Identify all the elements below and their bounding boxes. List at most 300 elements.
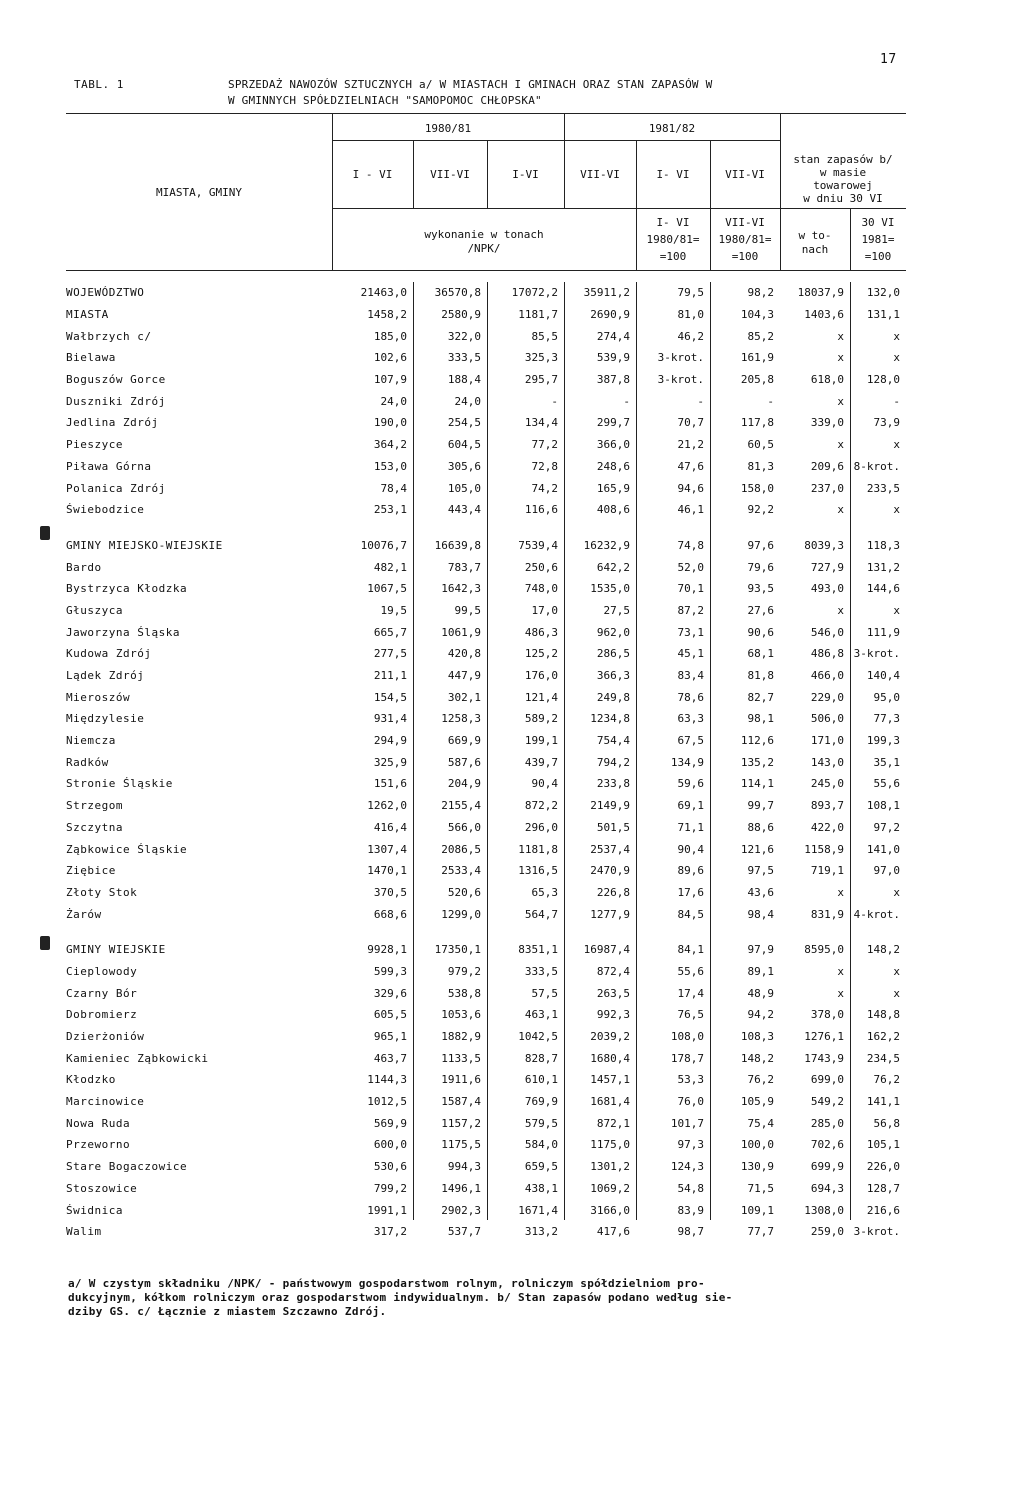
value-cell: 130,9 — [740, 1160, 774, 1174]
value-cell: 2580,9 — [441, 308, 481, 322]
value-cell: 1061,9 — [441, 625, 481, 639]
value-cell: 965,1 — [373, 1030, 407, 1044]
value-cell: 95,0 — [873, 690, 900, 704]
value-cell: 370,5 — [373, 885, 407, 899]
value-cell: 92,2 — [747, 503, 774, 517]
value-cell: 78,4 — [380, 481, 407, 495]
value-cell: 81,8 — [747, 669, 774, 683]
value-cell: 162,2 — [866, 1030, 900, 1044]
value-cell: 501,5 — [596, 820, 630, 834]
value-cell: 466,0 — [810, 669, 844, 683]
value-cell: x — [893, 885, 900, 899]
value-cell: 99,7 — [747, 799, 774, 813]
period-rule — [332, 208, 906, 209]
row-name: Świdnica — [66, 1203, 123, 1217]
value-cell: 140,4 — [866, 669, 900, 683]
table-row — [66, 1026, 906, 1048]
value-cell: - — [893, 394, 900, 408]
value-cell: 2902,3 — [441, 1203, 481, 1217]
year1-header: 1980/81 — [424, 122, 472, 135]
value-cell: 748,0 — [524, 582, 558, 596]
value-cell: 1642,3 — [441, 582, 481, 596]
value-cell: 2537,4 — [590, 842, 630, 856]
value-cell: 54,8 — [677, 1181, 704, 1195]
value-cell: 589,2 — [524, 712, 558, 726]
value-cell: 76,0 — [677, 1095, 704, 1109]
value-cell: 416,4 — [373, 820, 407, 834]
value-cell: 274,4 — [596, 329, 630, 343]
period-header-d: VII-VI — [580, 168, 620, 181]
row-name: Bardo — [66, 560, 102, 574]
value-cell: - — [623, 394, 630, 408]
value-cell: 89,1 — [747, 964, 774, 978]
row-name: Wałbrzych c/ — [66, 329, 152, 343]
value-cell: 3-krot. — [853, 647, 900, 661]
row-name: Kudowa Zdrój — [66, 647, 152, 661]
table-row — [66, 477, 906, 499]
value-cell: 1458,2 — [367, 308, 407, 322]
row-name: Czarny Bór — [66, 986, 138, 1000]
value-cell: 1262,0 — [367, 799, 407, 813]
value-cell: 1277,9 — [590, 907, 630, 921]
value-cell: 88,6 — [747, 820, 774, 834]
value-cell: 604,5 — [447, 438, 481, 452]
value-cell: 108,3 — [740, 1030, 774, 1044]
row-name: Pieszyce — [66, 438, 123, 452]
row-name: Walim — [66, 1225, 102, 1239]
index1-header-line2: 1980/81= — [646, 233, 700, 246]
value-cell: 408,6 — [596, 503, 630, 517]
value-cell: 447,9 — [447, 669, 481, 683]
value-cell: 1157,2 — [441, 1116, 481, 1130]
value-cell: x — [893, 438, 900, 452]
value-cell: 108,0 — [670, 1030, 704, 1044]
value-cell: 98,4 — [747, 907, 774, 921]
value-cell: 659,5 — [524, 1160, 558, 1174]
value-cell: 783,7 — [447, 560, 481, 574]
row-name: Międzylesie — [66, 712, 145, 726]
value-cell: 79,5 — [677, 286, 704, 300]
stock-header-line3: towarowej — [813, 179, 873, 192]
value-cell: 486,3 — [524, 625, 558, 639]
index3-header-line3: =100 — [864, 250, 892, 263]
value-cell: 893,7 — [810, 799, 844, 813]
table-row — [66, 1221, 906, 1243]
value-cell: - — [767, 394, 774, 408]
value-cell: 366,3 — [596, 669, 630, 683]
value-cell: x — [837, 329, 844, 343]
row-name: Lądek Zdrój — [66, 669, 145, 683]
footnote-line3: dziby GS. c/ Łącznie z miastem Szczawno Zdrój. — [68, 1305, 387, 1318]
value-cell: 154,5 — [373, 690, 407, 704]
value-cell: 79,6 — [747, 560, 774, 574]
value-cell: 642,2 — [596, 560, 630, 574]
value-cell: 2533,4 — [441, 864, 481, 878]
value-cell: x — [837, 438, 844, 452]
row-name: GMINY MIEJSKO-WIEJSKIE — [66, 538, 223, 552]
stock-header-line2: w masie — [819, 166, 867, 179]
value-cell: 3-krot. — [853, 1225, 900, 1239]
value-cell: 60,5 — [747, 438, 774, 452]
index2-header-line1: VII-VI — [725, 216, 765, 229]
row-name: Ząbkowice Śląskie — [66, 842, 188, 856]
value-cell: 1911,6 — [441, 1073, 481, 1087]
value-cell: 566,0 — [447, 820, 481, 834]
value-cell: 74,8 — [677, 538, 704, 552]
value-cell: 89,6 — [677, 864, 704, 878]
value-cell: 35,1 — [873, 755, 900, 769]
value-cell: 104,3 — [740, 308, 774, 322]
value-cell: 1053,6 — [441, 1008, 481, 1022]
table-row — [66, 1134, 906, 1156]
value-cell: 831,9 — [810, 907, 844, 921]
row-name: Złoty Stok — [66, 885, 138, 899]
value-cell: 18037,9 — [797, 286, 844, 300]
value-cell: 1496,1 — [441, 1181, 481, 1195]
value-cell: 209,6 — [810, 459, 844, 473]
value-cell: 1175,5 — [441, 1138, 481, 1152]
table-row — [66, 751, 906, 773]
value-cell: 10076,7 — [360, 538, 407, 552]
value-cell: 188,4 — [447, 373, 481, 387]
value-cell: 27,6 — [747, 603, 774, 617]
value-cell: 605,5 — [373, 1008, 407, 1022]
value-cell: 46,1 — [677, 503, 704, 517]
value-cell: 364,2 — [373, 438, 407, 452]
value-cell: 2690,9 — [590, 308, 630, 322]
value-cell: 76,5 — [677, 1008, 704, 1022]
value-cell: 994,3 — [447, 1160, 481, 1174]
value-cell: 55,6 — [873, 777, 900, 791]
value-cell: 1158,9 — [804, 842, 844, 856]
value-cell: 75,4 — [747, 1116, 774, 1130]
value-cell: 610,1 — [524, 1073, 558, 1087]
value-cell: 8595,0 — [804, 943, 844, 957]
value-cell: 90,4 — [677, 842, 704, 856]
row-name: Dobromierz — [66, 1008, 138, 1022]
value-cell: 420,8 — [447, 647, 481, 661]
value-cell: 799,2 — [373, 1181, 407, 1195]
value-cell: 78,6 — [677, 690, 704, 704]
value-cell: 1680,4 — [590, 1051, 630, 1065]
row-name: Świebodzice — [66, 503, 145, 517]
value-cell: 59,6 — [677, 777, 704, 791]
value-cell: 143,0 — [810, 755, 844, 769]
value-cell: 216,6 — [866, 1203, 900, 1217]
value-cell: 21463,0 — [360, 286, 407, 300]
value-cell: 105,1 — [866, 1138, 900, 1152]
value-cell: 100,0 — [740, 1138, 774, 1152]
value-cell: 17350,1 — [434, 943, 481, 957]
table-row — [66, 1178, 906, 1200]
value-cell: 322,0 — [447, 329, 481, 343]
index2-header-line2: 1980/81= — [718, 233, 772, 246]
row-name: Stoszowice — [66, 1181, 138, 1195]
value-cell: 116,6 — [524, 503, 558, 517]
value-cell: 87,2 — [677, 603, 704, 617]
value-cell: 135,2 — [740, 755, 774, 769]
value-cell: 520,6 — [447, 885, 481, 899]
value-cell: 1308,0 — [804, 1203, 844, 1217]
table-row — [66, 556, 906, 578]
value-cell: 1743,9 — [804, 1051, 844, 1065]
row-name: Jaworzyna Śląska — [66, 625, 180, 639]
value-cell: 204,9 — [447, 777, 481, 791]
table-title-line2: W GMINNYCH SPÓŁDZIELNIACH "SAMOPOMOC CHŁOPSKA" — [228, 94, 542, 107]
value-cell: 124,3 — [670, 1160, 704, 1174]
value-cell: 84,5 — [677, 907, 704, 921]
value-cell: 125,2 — [524, 647, 558, 661]
value-cell: 295,7 — [524, 373, 558, 387]
value-cell: 694,3 — [810, 1181, 844, 1195]
value-cell: 111,9 — [866, 625, 900, 639]
value-cell: 313,2 — [524, 1225, 558, 1239]
table-row — [66, 665, 906, 687]
value-cell: 2039,2 — [590, 1030, 630, 1044]
index3-header-line1: 30 VI — [861, 216, 895, 229]
value-cell: 422,0 — [810, 820, 844, 834]
value-cell: 83,9 — [677, 1203, 704, 1217]
table-row — [66, 1004, 906, 1026]
value-cell: 599,3 — [373, 964, 407, 978]
value-cell: 1307,4 — [367, 842, 407, 856]
value-cell: 979,2 — [447, 964, 481, 978]
row-name: Polanica Zdrój — [66, 481, 166, 495]
value-cell: - — [697, 394, 704, 408]
value-cell: 286,5 — [596, 647, 630, 661]
value-cell: 4-krot. — [853, 907, 900, 921]
value-cell: 43,6 — [747, 885, 774, 899]
value-cell: 121,6 — [740, 842, 774, 856]
value-cell: 81,0 — [677, 308, 704, 322]
row-name: Radków — [66, 755, 109, 769]
value-cell: 1012,5 — [367, 1095, 407, 1109]
value-cell: 719,1 — [810, 864, 844, 878]
row-name: Niemcza — [66, 734, 116, 748]
value-cell: 931,4 — [373, 712, 407, 726]
value-cell: 72,8 — [531, 459, 558, 473]
value-cell: 97,9 — [747, 943, 774, 957]
value-cell: 85,5 — [531, 329, 558, 343]
table-label: TABL. 1 — [74, 78, 124, 91]
value-cell: 102,6 — [373, 351, 407, 365]
value-cell: 16232,9 — [583, 538, 630, 552]
value-cell: 962,0 — [596, 625, 630, 639]
value-cell: 109,1 — [740, 1203, 774, 1217]
table-row — [66, 1112, 906, 1134]
value-cell: x — [893, 503, 900, 517]
value-cell: 161,9 — [740, 351, 774, 365]
index1-header-line3: =100 — [659, 250, 687, 263]
value-cell: 132,0 — [866, 286, 900, 300]
value-cell: x — [893, 329, 900, 343]
value-cell: 245,0 — [810, 777, 844, 791]
value-cell: 8039,3 — [804, 538, 844, 552]
index2-header-line3: =100 — [731, 250, 759, 263]
value-cell: 69,1 — [677, 799, 704, 813]
value-cell: 131,2 — [866, 560, 900, 574]
value-cell: 226,0 — [866, 1160, 900, 1174]
value-cell: 1181,8 — [518, 842, 558, 856]
value-cell: x — [837, 885, 844, 899]
footnote-line1: a/ W czystym składniku /NPK/ - państwowym gospodarstwom rolnym, rolniczym spółdzielniom pro- — [68, 1277, 705, 1290]
section-spacer — [66, 521, 906, 535]
value-cell: 17,0 — [531, 603, 558, 617]
value-cell: 333,5 — [524, 964, 558, 978]
value-cell: 55,6 — [677, 964, 704, 978]
value-cell: 105,0 — [447, 481, 481, 495]
value-cell: 378,0 — [810, 1008, 844, 1022]
value-cell: 97,3 — [677, 1138, 704, 1152]
fertilizer-sales-table — [66, 282, 906, 1243]
value-cell: 8-krot. — [853, 459, 900, 473]
value-cell: 1316,5 — [518, 864, 558, 878]
value-cell: 112,6 — [740, 734, 774, 748]
value-cell: 569,9 — [373, 1116, 407, 1130]
value-cell: 317,2 — [373, 1225, 407, 1239]
row-name: Szczytna — [66, 820, 123, 834]
table-title-line1: SPRZEDAŻ NAWOZÓW SZTUCZNYCH a/ W MIASTACH I GMINACH ORAZ STAN ZAPASÓW W — [228, 78, 713, 91]
value-cell: 549,2 — [810, 1095, 844, 1109]
value-cell: 2470,9 — [590, 864, 630, 878]
value-cell: 2149,9 — [590, 799, 630, 813]
value-cell: 1991,1 — [367, 1203, 407, 1217]
value-cell: 83,4 — [677, 669, 704, 683]
value-cell: 77,7 — [747, 1225, 774, 1239]
row-name: Boguszów Gorce — [66, 373, 166, 387]
value-cell: 828,7 — [524, 1051, 558, 1065]
value-cell: 148,2 — [866, 943, 900, 957]
row-name: Przeworno — [66, 1138, 131, 1152]
value-cell: 325,3 — [524, 351, 558, 365]
row-name: Stronie Śląskie — [66, 777, 173, 791]
row-name: Duszniki Zdrój — [66, 394, 166, 408]
value-cell: 144,6 — [866, 582, 900, 596]
value-cell: 67,5 — [677, 734, 704, 748]
value-cell: 77,3 — [873, 712, 900, 726]
execution-header-line1: wykonanie w tonach — [424, 228, 544, 241]
value-cell: 1276,1 — [804, 1030, 844, 1044]
value-cell: 302,1 — [447, 690, 481, 704]
value-cell: 333,5 — [447, 351, 481, 365]
value-cell: 97,2 — [873, 820, 900, 834]
value-cell: 387,8 — [596, 373, 630, 387]
value-cell: 151,6 — [373, 777, 407, 791]
row-name: Głuszyca — [66, 603, 123, 617]
value-cell: x — [837, 964, 844, 978]
value-cell: x — [837, 503, 844, 517]
value-cell: 699,9 — [810, 1160, 844, 1174]
value-cell: 3-krot. — [657, 351, 704, 365]
value-cell: 1457,1 — [590, 1073, 630, 1087]
value-cell: 52,0 — [677, 560, 704, 574]
value-cell: 296,0 — [524, 820, 558, 834]
value-cell: 482,1 — [373, 560, 407, 574]
value-cell: 93,5 — [747, 582, 774, 596]
row-name: Stare Bogaczowice — [66, 1160, 188, 1174]
value-cell: 794,2 — [596, 755, 630, 769]
value-cell: 171,0 — [810, 734, 844, 748]
value-cell: 24,0 — [454, 394, 481, 408]
row-name: Marcinowice — [66, 1095, 145, 1109]
value-cell: 141,0 — [866, 842, 900, 856]
value-cell: 669,9 — [447, 734, 481, 748]
value-cell: 94,2 — [747, 1008, 774, 1022]
value-cell: 176,0 — [524, 669, 558, 683]
execution-header-line2: /NPK/ — [467, 242, 501, 255]
table-row — [66, 1069, 906, 1091]
row-name: Strzegom — [66, 799, 123, 813]
value-cell: 47,6 — [677, 459, 704, 473]
stock-header-line1: stan zapasów b/ — [793, 153, 893, 166]
value-cell: 1671,4 — [518, 1203, 558, 1217]
value-cell: 76,2 — [747, 1073, 774, 1087]
value-cell: - — [551, 394, 558, 408]
value-cell: 105,9 — [740, 1095, 774, 1109]
value-cell: x — [837, 986, 844, 1000]
value-cell: 1234,8 — [590, 712, 630, 726]
value-cell: 97,0 — [873, 864, 900, 878]
table-row — [66, 1047, 906, 1069]
row-name: Żarów — [66, 907, 102, 921]
value-cell: 229,0 — [810, 690, 844, 704]
value-cell: 506,0 — [810, 712, 844, 726]
value-cell: 234,5 — [866, 1051, 900, 1065]
value-cell: 190,0 — [373, 416, 407, 430]
value-cell: 19,5 — [380, 603, 407, 617]
value-cell: 1181,7 — [518, 308, 558, 322]
value-cell: 872,4 — [596, 964, 630, 978]
value-cell: 65,3 — [531, 885, 558, 899]
value-cell: 76,2 — [873, 1073, 900, 1087]
value-cell: x — [893, 964, 900, 978]
value-cell: 128,7 — [866, 1181, 900, 1195]
value-cell: 438,1 — [524, 1181, 558, 1195]
table-row — [66, 860, 906, 882]
table-row — [66, 795, 906, 817]
value-cell: 27,5 — [603, 603, 630, 617]
value-cell: 134,9 — [670, 755, 704, 769]
value-cell: 101,7 — [670, 1116, 704, 1130]
value-cell: 68,1 — [747, 647, 774, 661]
value-cell: 443,4 — [447, 503, 481, 517]
value-cell: 254,5 — [447, 416, 481, 430]
table-row — [66, 1156, 906, 1178]
value-cell: 305,6 — [447, 459, 481, 473]
table-row — [66, 817, 906, 839]
value-cell: 98,2 — [747, 286, 774, 300]
value-cell: 48,9 — [747, 986, 774, 1000]
table-row — [66, 882, 906, 904]
value-cell: 82,7 — [747, 690, 774, 704]
value-cell: 339,0 — [810, 416, 844, 430]
page-number: 17 — [880, 52, 897, 67]
value-cell: 249,8 — [596, 690, 630, 704]
row-name: Ziębice — [66, 864, 116, 878]
value-cell: 1403,6 — [804, 308, 844, 322]
value-cell: 17072,2 — [511, 286, 558, 300]
table-row — [66, 903, 906, 925]
value-cell: 417,6 — [596, 1225, 630, 1239]
value-cell: 108,1 — [866, 799, 900, 813]
value-cell: 114,1 — [740, 777, 774, 791]
value-cell: 73,1 — [677, 625, 704, 639]
value-cell: 285,0 — [810, 1116, 844, 1130]
table-row — [66, 708, 906, 730]
year-rule — [332, 140, 780, 141]
table-row — [66, 282, 906, 304]
value-cell: 250,6 — [524, 560, 558, 574]
